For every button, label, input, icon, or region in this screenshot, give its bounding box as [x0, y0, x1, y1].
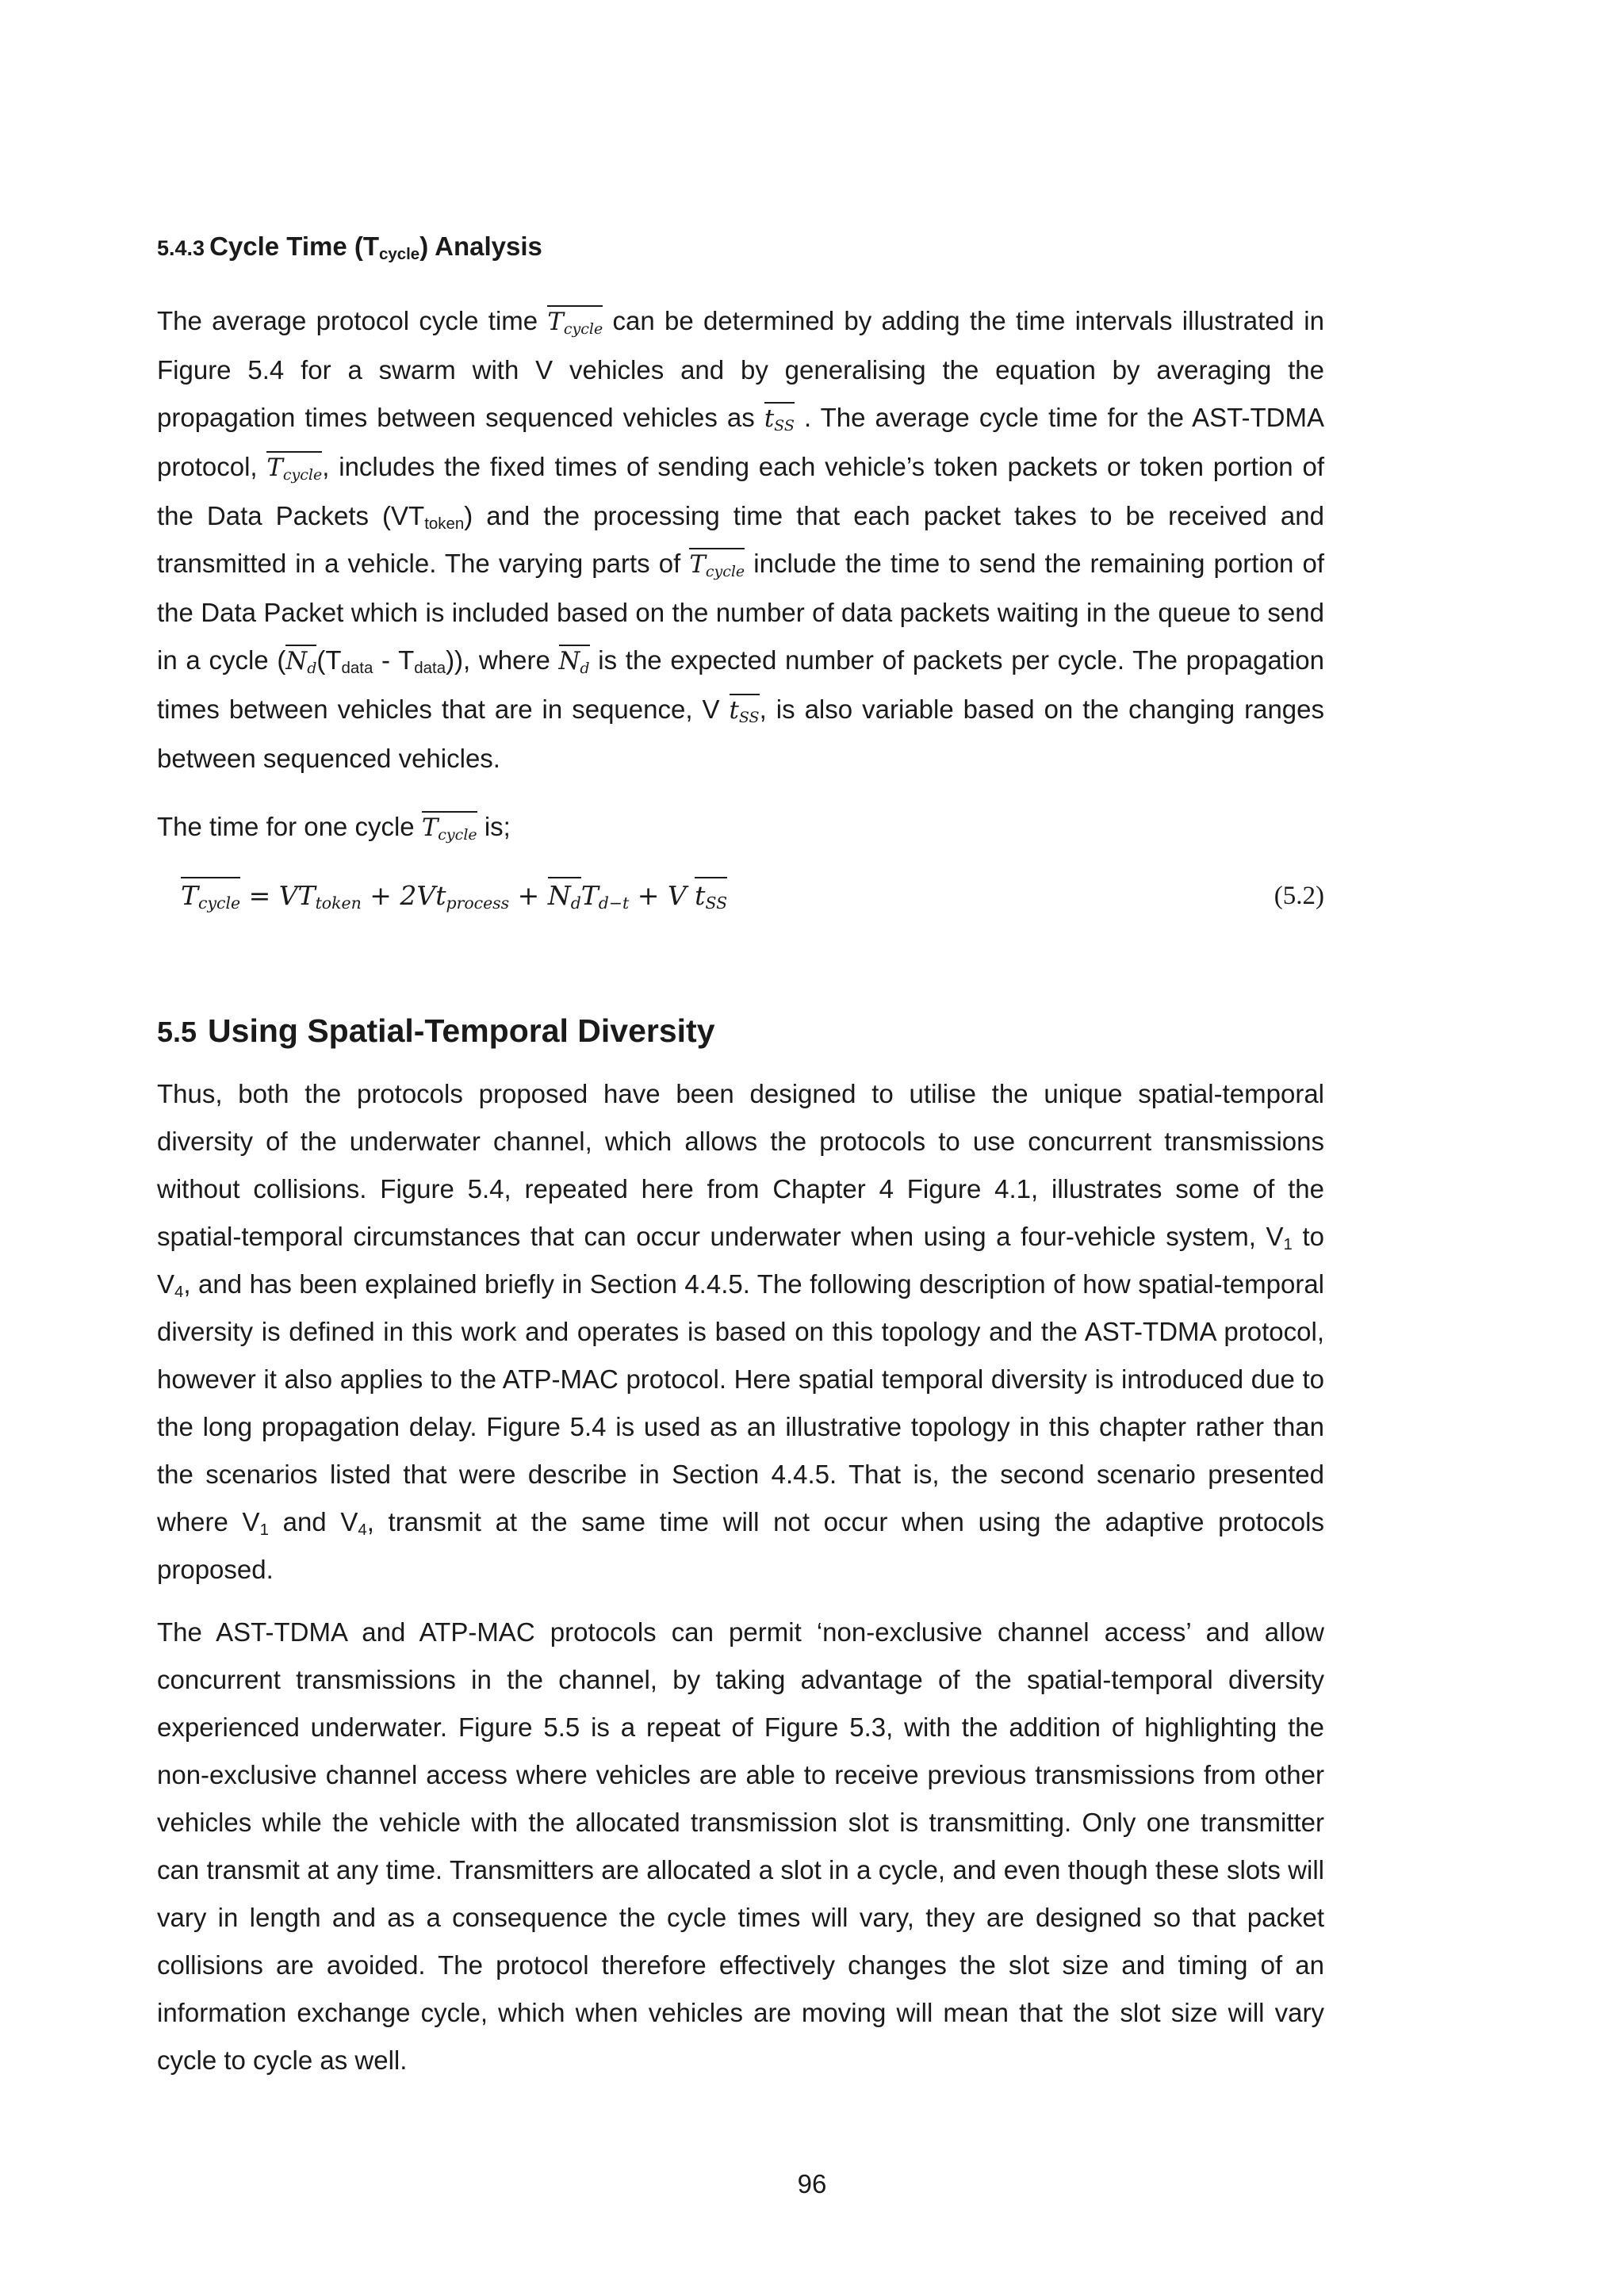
- subscript: data: [414, 659, 446, 678]
- text: (T: [316, 645, 342, 675]
- paragraph-cycle-time: [157, 297, 1324, 783]
- section-title: Using Spatial-Temporal Diversity: [208, 1012, 715, 1049]
- eq-plus: + 2V: [361, 880, 436, 911]
- paragraph-non-exclusive-access: [157, 1609, 1324, 2084]
- eq-plus: +: [509, 880, 548, 911]
- text: include the time to send the remaining portion of the Data Packet which is included based on the number of data packets waiting in the queue to send in a cycle (: [157, 549, 1325, 675]
- subscript: token: [424, 515, 465, 534]
- math-t-cycle-bar: $T_{cycle}$: [547, 305, 603, 336]
- math-n-d-bar: $N_d$: [559, 645, 590, 675]
- math-t-ss-bar: $t_{SS}$: [764, 402, 795, 433]
- eq-T: T: [580, 880, 599, 911]
- section-title-part: Cycle Time (T: [209, 232, 380, 261]
- eq-t: t: [435, 880, 446, 911]
- section-heading-5-5: [157, 1012, 715, 1050]
- eq-token-sub: token: [315, 894, 362, 913]
- eq-lhs: $T_{cycle}$: [181, 877, 240, 911]
- section-title-part: ) Analysis: [419, 232, 542, 261]
- text: )), where: [446, 645, 559, 675]
- equation-number: (5.2): [1274, 882, 1324, 910]
- eq-process-sub: process: [446, 894, 510, 913]
- text: , is also variable based on the changing ranges between sequenced vehicles.: [157, 695, 1324, 773]
- text: The time for one cycle: [157, 812, 422, 841]
- text: - T: [373, 645, 415, 675]
- eq-dt-sub: d−t: [598, 894, 630, 913]
- section-number: 5.4.3: [157, 236, 205, 260]
- math-n-d-bar: $N_d$: [285, 645, 316, 675]
- eq-vt: VT: [278, 880, 316, 911]
- eq-nd-bar: $N_d$: [548, 877, 581, 911]
- text: is the expected number of packets per cycle. The propagation times between vehicles that are in sequence, V: [157, 645, 1324, 724]
- math-t-ss-bar: $t_{SS}$: [730, 694, 760, 725]
- math-t-cycle-bar: $T_{cycle}$: [266, 451, 322, 482]
- section-number: 5.5: [157, 1016, 197, 1048]
- paragraph-one-cycle: [157, 803, 1324, 852]
- page-number: 96: [797, 2169, 827, 2198]
- math-t-cycle-bar: $T_{cycle}$: [422, 811, 477, 842]
- math-t-cycle-bar: $T_{cycle}$: [689, 548, 745, 579]
- text: . The average cycle time for the AST-TDMA protocol,: [157, 403, 1324, 481]
- paragraph-text: The AST-TDMA and ATP-MAC protocols can permit ‘non-exclusive channel access’ and allow concurrent transmissions in the channel, by taking advantage of the spatial-temporal diversity experienced underwater. Figure 5.5 is a repeat of Figure 5.3, with the addition of highlighting the non-exclusive channel access where vehicles are able to receive previous transmissions from other vehicles while the vehicle with the allocated transmission slot is transmitting. Only one transmitter can transmit at any time. Transmitters are allocated a slot in a cycle, and even though these slots will vary in length and as a consequence the cycle times will vary, they are designed so that packet collisions are avoided. The protocol therefore effectively changes the slot size and timing of an information exchange cycle, which when vehicles are moving will mean that the slot size will vary cycle to cycle as well.: [157, 1617, 1324, 2075]
- equation-5-2: [181, 871, 1324, 921]
- text: can be determined by adding the time intervals illustrated in Figure 5.4 for a swarm with V vehicles and by generalising the equation by averaging the propagation times between sequenced vehicles as: [157, 306, 1324, 432]
- text: , includes the fixed times of sending each vehicle’s token packets or token portion of the Data Packets (VT: [157, 452, 1324, 530]
- section-title-subscript: cycle: [379, 245, 420, 264]
- text: The average protocol cycle time: [157, 306, 548, 335]
- text: ) and the processing time that each packet takes to be received and transmitted in a vehicle. The varying parts of: [157, 501, 1324, 578]
- eq-plus: + V: [629, 880, 695, 911]
- eq-equals: =: [240, 880, 279, 911]
- paragraph-spatial-temporal: Thus, both the protocols proposed have been designed to utilise the unique spatial-temporal diversity of the underwater channel, which allows the protocols to use concurrent transmissions without collisions. Figure 5.4, repeated here from Chapter 4 Figure 4.1, illustrates some of the spatial-temporal circumstances that can occur underwater when using a four-vehicle system, $V_1$ to $V_4$, and has been explained briefly in Section 4.4.5. The following description of how spatial-temporal diversity is defined in this work and operates is based on this topology and the AST-TDMA protocol, however it also applies to the ATP-MAC protocol. Here spatial temporal diversity is introduced due to the long propagation delay. Figure 5.4 is used as an illustrative topology in this chapter rather than the scenarios listed that were describe in Section 4.4.5. That is, the second scenario presented where $V_1$ and $V_4$, transmit at the same time will not occur when using the adaptive protocols proposed.: [157, 1079, 1324, 1584]
- subscript: data: [341, 659, 373, 678]
- eq-tss-bar: $t_{SS}$: [695, 877, 727, 911]
- section-heading-5-4-3: [157, 232, 542, 262]
- text: is;: [477, 812, 511, 841]
